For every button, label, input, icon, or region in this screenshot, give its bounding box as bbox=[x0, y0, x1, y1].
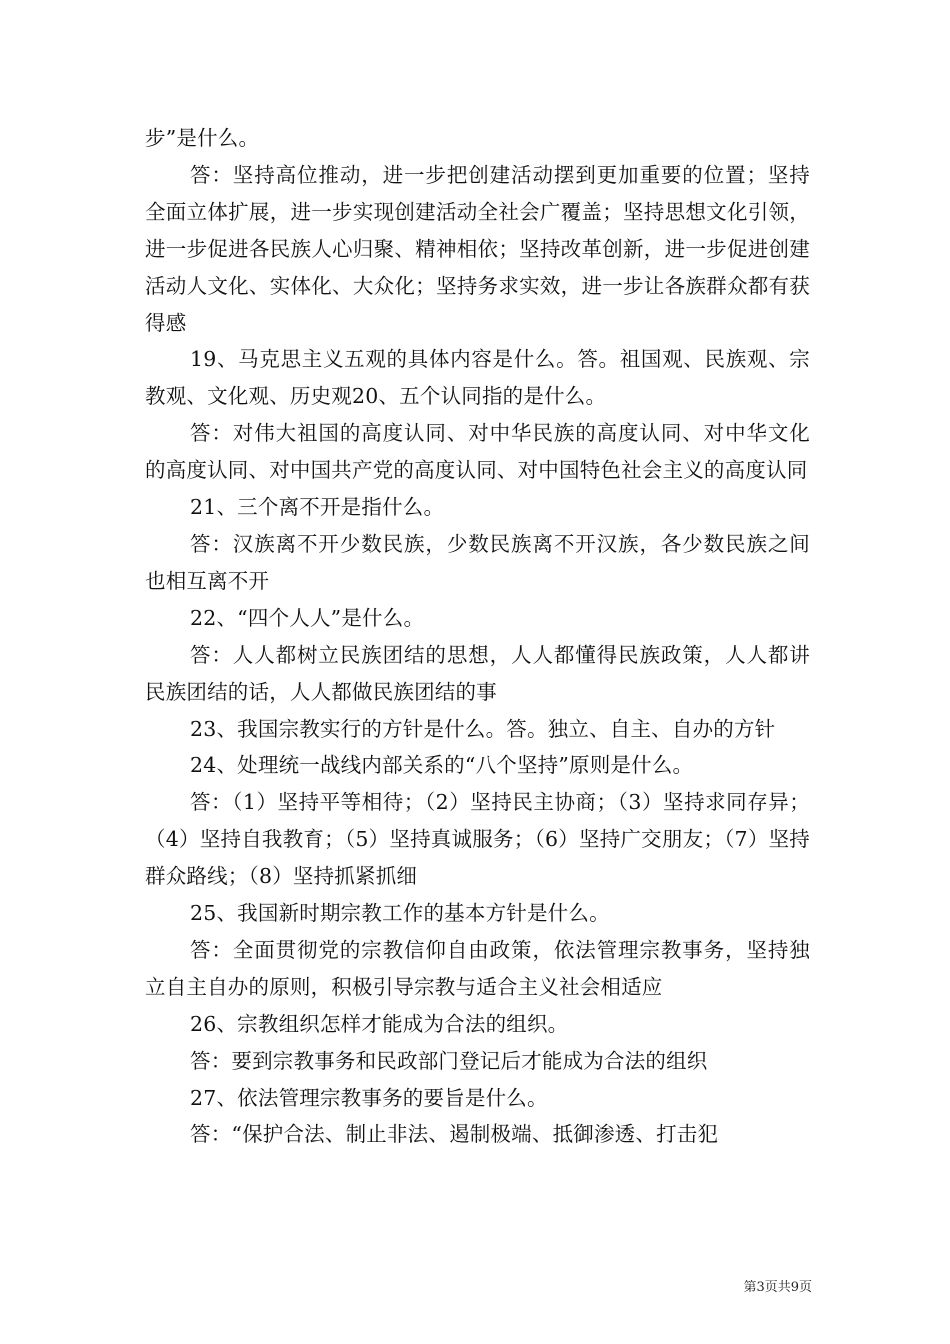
paragraph: 21、三个离不开是指什么。 bbox=[190, 495, 445, 520]
paragraph: 步”是什么。 bbox=[145, 126, 260, 150]
paragraph: 答：（1）坚持平等相待；（2）坚持民主协商；（3）坚持求同存异；（4）坚持自我教育；（5）坚持真诚服务；（6）坚持广交朋友；（7）坚持群众路线；（8）坚持抓紧抓细 bbox=[145, 790, 810, 889]
paragraph: 答：要到宗教事务和民政部门登记后才能成为合法的组织 bbox=[190, 1048, 708, 1073]
paragraph: 19、马克思主义五观的具体内容是什么。答。祖国观、民族观、宗教观、文化观、历史观20、五个认同指的是什么。 bbox=[145, 347, 810, 409]
paragraph: 答：人人都树立民族团结的思想，人人都懂得民族政策，人人都讲民族团结的话，人人都做民族团结的事 bbox=[145, 642, 810, 704]
paragraph: 答：汉族离不开少数民族，少数民族离不开汉族，各少数民族之间也相互离不开 bbox=[145, 531, 810, 593]
paragraph: 答：全面贯彻党的宗教信仰自由政策，依法管理宗教事务，坚持独立自主自办的原则，积极引导宗教与适合主义社会相适应 bbox=[145, 937, 810, 999]
paragraph: 25、我国新时期宗教工作的基本方针是什么。 bbox=[190, 901, 610, 926]
page-number: 第3页共9页 bbox=[743, 1280, 812, 1295]
paragraph: 答：对伟大祖国的高度认同、对中华民族的高度认同、对中华文化的高度认同、对中国共产党的高度认同、对中国特色社会主义的高度认同 bbox=[145, 421, 810, 483]
paragraph: 答：坚持高位推动，进一步把创建活动摆到更加重要的位置；坚持全面立体扩展，进一步实现创建活动全社会广覆盖；坚持思想文化引领，进一步促进各民族人心归聚、精神相依；坚持改革创新，进一步促进创建活动人文化、实体化、大众化；坚持务求实效，进一步让各族群众都有获得感 bbox=[145, 162, 810, 335]
paragraph: 答：“保护合法、制止非法、遏制极端、抵御渗透、打击犯 bbox=[190, 1122, 719, 1147]
paragraph: 22、“四个人人”是什么。 bbox=[190, 605, 425, 630]
document-body bbox=[145, 120, 810, 1153]
paragraph: 23、我国宗教实行的方针是什么。答。独立、自主、自办的方针 bbox=[190, 716, 776, 741]
paragraph: 24、处理统一战线内部关系的“八个坚持”原则是什么。 bbox=[190, 753, 694, 778]
paragraph: 27、依法管理宗教事务的要旨是什么。 bbox=[190, 1085, 548, 1110]
paragraph: 26、宗教组织怎样才能成为合法的组织。 bbox=[190, 1011, 569, 1036]
